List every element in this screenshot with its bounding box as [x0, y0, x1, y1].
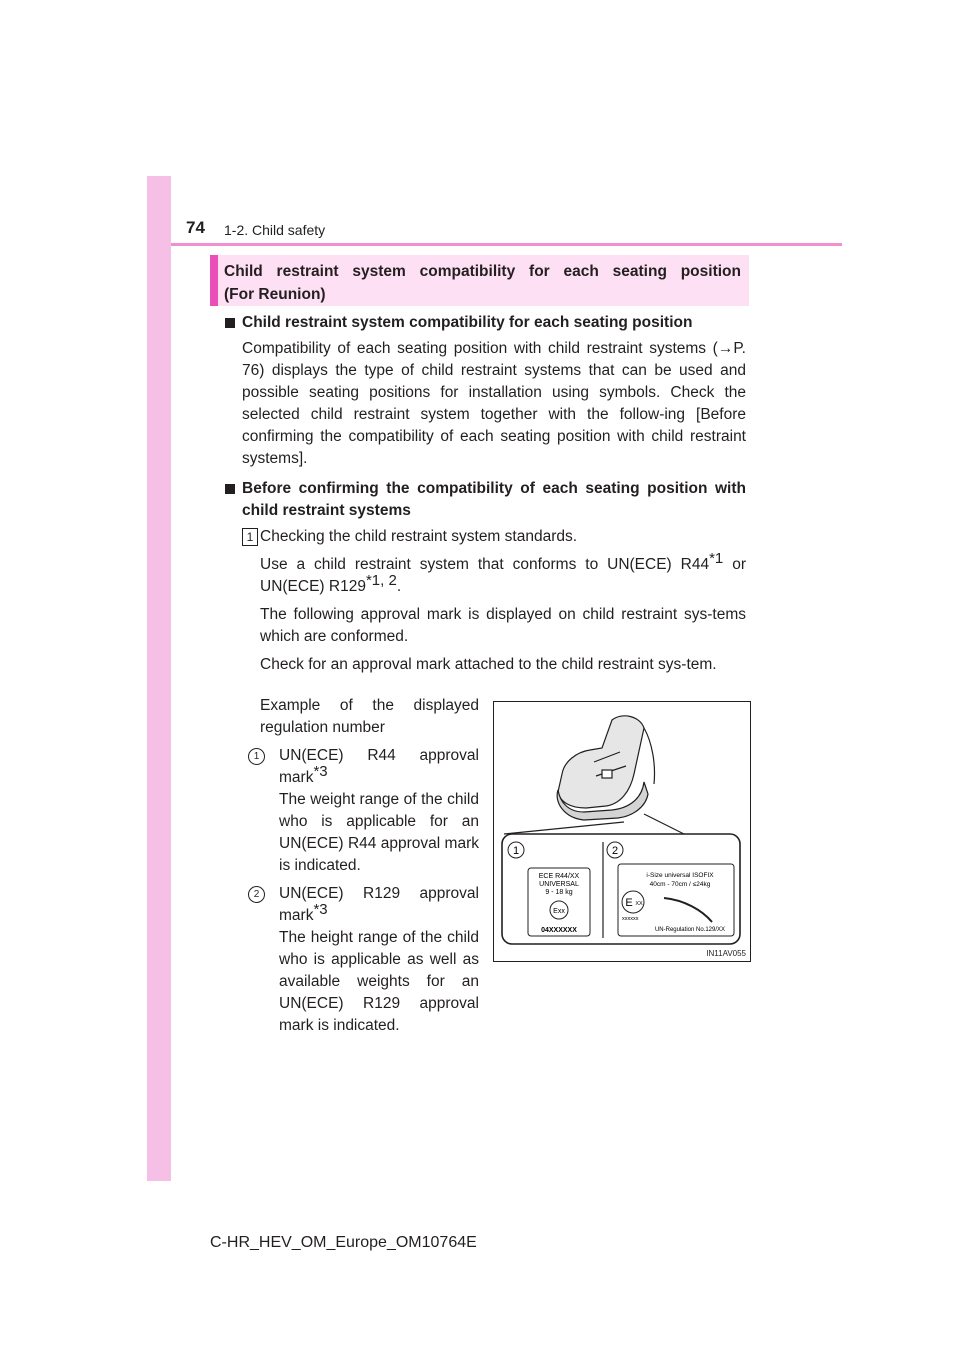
item-2-title: UN(ECE) R129 approval mark	[279, 885, 479, 924]
title-accent-bar	[210, 255, 218, 306]
figure-label-1: 1	[512, 845, 520, 857]
approval-mark-paragraph: The following approval mark is displayed on child restraint sys-tems which are conformed.	[260, 606, 746, 645]
circled-number-2: 2	[248, 886, 265, 903]
item-2-description: The height range of the child who is applicable as well as available weights for an UN(ECE) R129 approval mark is indicated.	[279, 929, 479, 1034]
step-number-box: 1	[242, 528, 258, 546]
title-box	[210, 255, 749, 306]
side-color-strip	[147, 176, 171, 1181]
mark2-line2: 40cm - 70cm / ≤24kg	[649, 881, 711, 888]
mark1-line3: 9 - 18 kg	[545, 889, 573, 896]
standards-paragraph	[223, 549, 746, 598]
item-1-title: UN(ECE) R44 approval mark	[279, 747, 479, 786]
item-2-footnote: *3	[313, 900, 328, 918]
section1-heading: Child restraint system compatibility for each seating position	[223, 312, 746, 334]
step-1	[223, 526, 746, 548]
header-rule	[171, 243, 842, 246]
standards-text-b: or UN(ECE) R129	[260, 556, 746, 595]
figure-label-2: 2	[611, 845, 619, 857]
page-number: 74	[186, 218, 205, 237]
title-line-1: Child restraint system compatibility for each seating position	[224, 263, 741, 280]
circled-number-1: 1	[248, 748, 265, 765]
title-line-2: (For Reunion)	[224, 286, 326, 303]
example-label: Example of the displayed regulation number	[260, 697, 479, 736]
standards-text-c: .	[396, 578, 402, 595]
item-1-description: The weight range of the child who is applicable for an UN(ECE) R44 approval mark is indicated.	[279, 791, 479, 874]
check-mark-paragraph: Check for an approval mark attached to the child restraint sys-tem.	[260, 656, 717, 673]
footer-code: C-HR_HEV_OM_Europe_OM10764E	[210, 1234, 477, 1251]
item-1	[253, 745, 479, 877]
section2-heading: Before confirming the compatibility of each seating position with child restraint systems	[223, 478, 746, 522]
mark1-code: 04XXXXXX	[541, 927, 577, 934]
item-1-footnote: *3	[313, 762, 328, 780]
section1-paragraph: Compatibility of each seating position with child restraint systems (→P. 76) displays the type of child restraint systems that can be used and possible seating positions for installation using symbols. Check the selected child restraint system together with the follow-ing [Before confirming the compatibility of each seating position with child restraint systems].	[242, 340, 746, 467]
mark2-regulation: UN-Regulation No.129/XX	[654, 927, 726, 933]
standards-text-a: Use a child restraint system that conforms to UN(ECE) R44	[260, 556, 710, 573]
footnote-ref-1-2: *1, 2	[365, 571, 397, 589]
item-2	[253, 883, 479, 1037]
figure-code: IN11AV055	[706, 949, 746, 958]
section-title: 1-2. Child safety	[224, 222, 326, 238]
example-column	[253, 695, 479, 1037]
mark2-code: xxxxxx	[622, 916, 639, 922]
mark2-e-letter: E	[625, 897, 633, 909]
footnote-ref-1: *1	[709, 549, 724, 567]
mark1-line1: ECE R44/XX	[538, 873, 580, 880]
mark2-e-sub: XX	[635, 901, 643, 907]
mark1-line2: UNIVERSAL	[539, 881, 579, 888]
step-1-text: Checking the child restraint system standards.	[260, 528, 578, 545]
body-content	[223, 312, 746, 676]
child-seat-icon	[557, 716, 654, 820]
mark2-line1: i-Size universal ISOFIX	[646, 872, 714, 879]
child-seat-illustration	[494, 702, 750, 961]
approval-mark-figure	[493, 701, 751, 962]
mark1-e-circle: Exx	[553, 908, 565, 915]
